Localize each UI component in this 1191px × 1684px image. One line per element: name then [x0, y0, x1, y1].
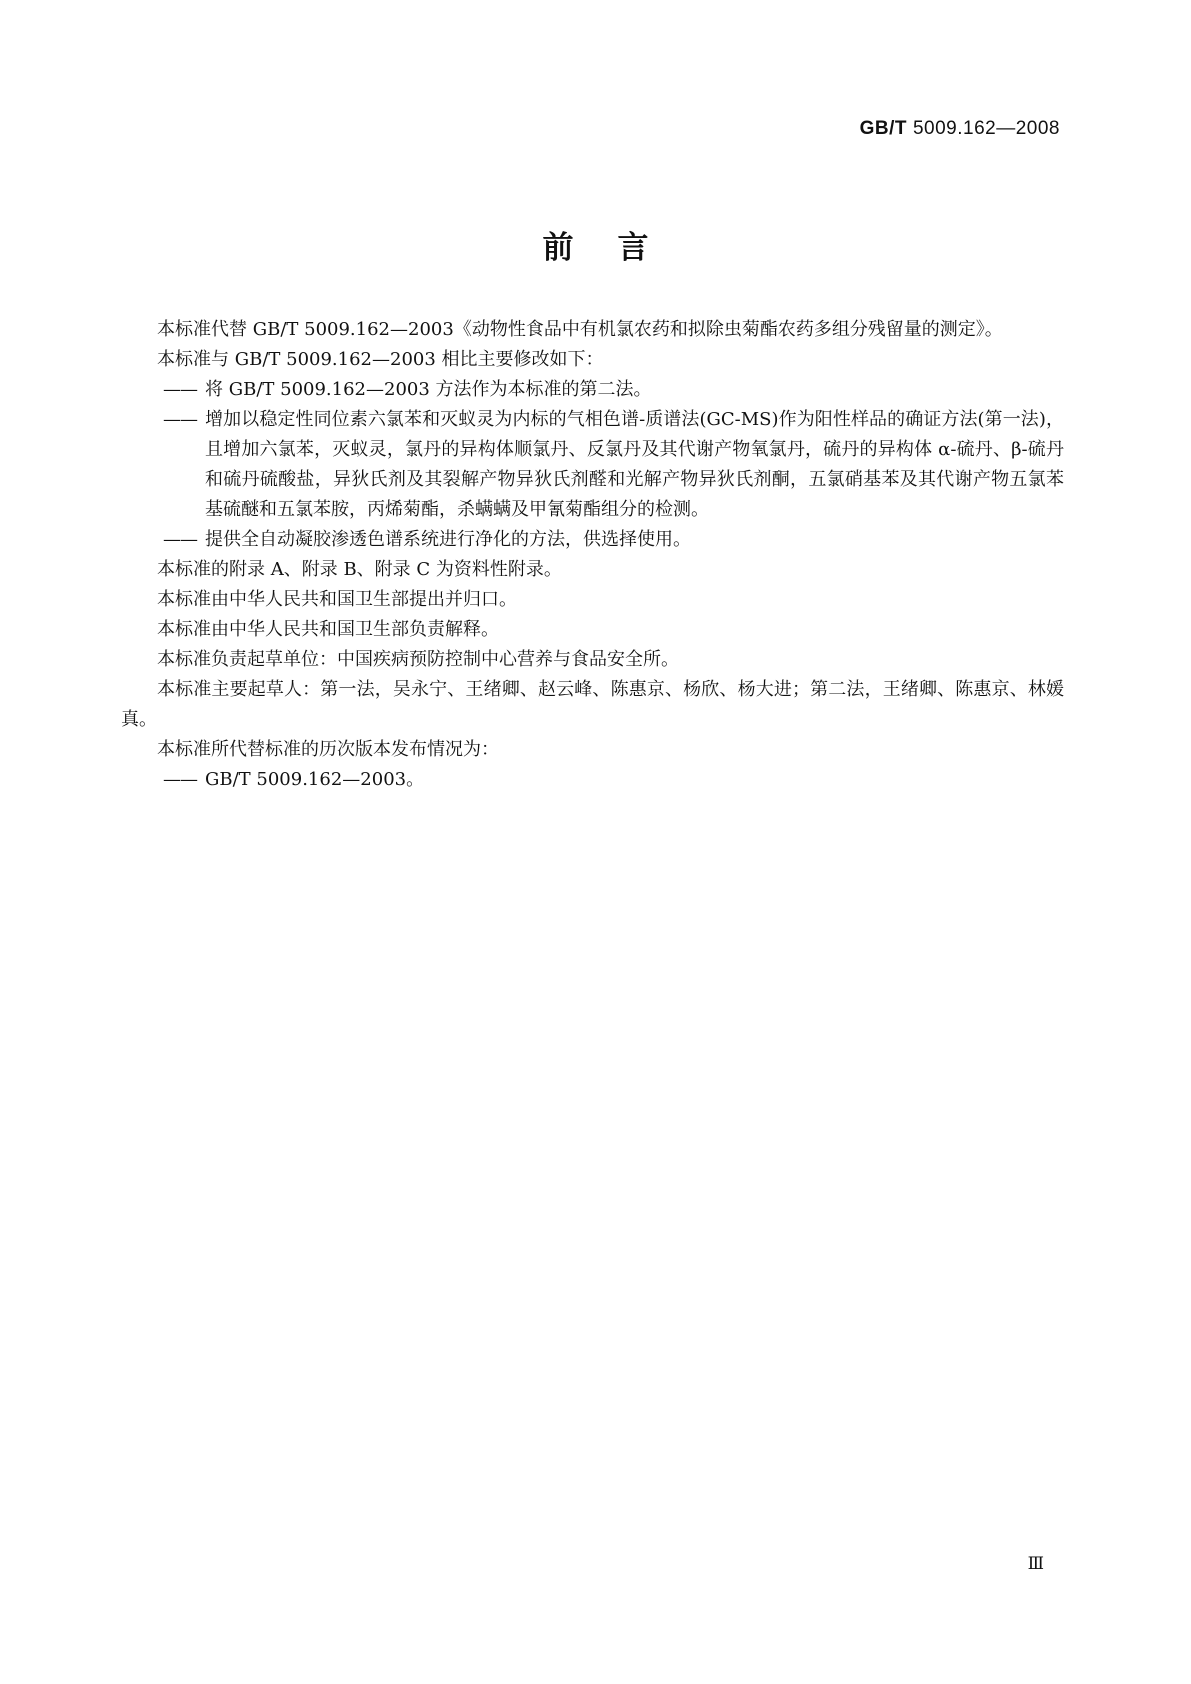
standard-number [860, 118, 1060, 140]
paragraph-interpreted-by: 本标准由中华人民共和国卫生部负责解释。 [157, 619, 499, 640]
change-item-second-method [121, 375, 1064, 405]
dash-marker: —— [163, 769, 197, 790]
paragraph-version-history: 本标准所代替标准的历次版本发布情况为： [157, 739, 499, 760]
dash-marker: —— [163, 529, 197, 550]
paragraph-changes-intro: 本标准与 GB/T 5009.162—2003 相比主要修改如下： [157, 349, 604, 370]
paragraph-replaces: 本标准代替 GB/T 5009.162—2003《动物性食品中有机氯农药和拟除虫菊酯农药多组分残留量的测定》。 [157, 319, 1003, 340]
paragraph-appendices: 本标准的附录 A、附录 B、附录 C 为资料性附录。 [157, 559, 562, 580]
page-title: 前言 [542, 230, 693, 266]
foreword-body [121, 315, 1064, 795]
paragraph-drafting-unit: 本标准负责起草单位：中国疾病预防控制中心营养与食品安全所。 [157, 649, 679, 670]
change-item-text: 提供全自动凝胶渗透色谱系统进行净化的方法，供选择使用。 [205, 529, 691, 550]
standard-code: 5009.162—2008 [912, 118, 1060, 139]
dash-marker: —— [163, 379, 197, 400]
change-item-gpc-cleanup [121, 525, 1064, 555]
page-number: Ⅲ [1027, 1554, 1044, 1574]
change-item-text: 将 GB/T 5009.162—2003 方法作为本标准的第二法。 [205, 379, 652, 400]
change-item-text: 增加以稳定性同位素六氯苯和灭蚁灵为内标的气相色谱-质谱法(GC-MS)作为阳性样品的确证方法(第一法)，且增加六氯苯，灭蚁灵，氯丹的异构体顺氯丹、反氯丹及其代谢产物氧氯丹，硫丹的异构体 α-硫丹、β-硫丹和硫丹硫酸盐，异狄氏剂及其裂解产物异狄氏剂醛和光解产物异狄氏剂酮，五氯硝基苯及其代谢产物五氯苯基硫醚和五氯苯胺，丙烯菊酯，杀螨螨及甲氰菊酯组分的检测。 [205, 409, 1064, 520]
version-history-item [121, 765, 1064, 795]
version-history-text: GB/T 5009.162—2003。 [205, 769, 425, 790]
paragraph-drafters: 本标准主要起草人：第一法，吴永宁、王绪卿、赵云峰、陈惠京、杨欣、杨大进；第二法，王绪卿、陈惠京、林媛真。 [121, 679, 1064, 730]
paragraph-proposed-by: 本标准由中华人民共和国卫生部提出并归口。 [157, 589, 517, 610]
change-item-gc-ms-method [121, 405, 1064, 525]
dash-marker: —— [163, 409, 197, 430]
standard-prefix: GB/T [859, 118, 907, 139]
